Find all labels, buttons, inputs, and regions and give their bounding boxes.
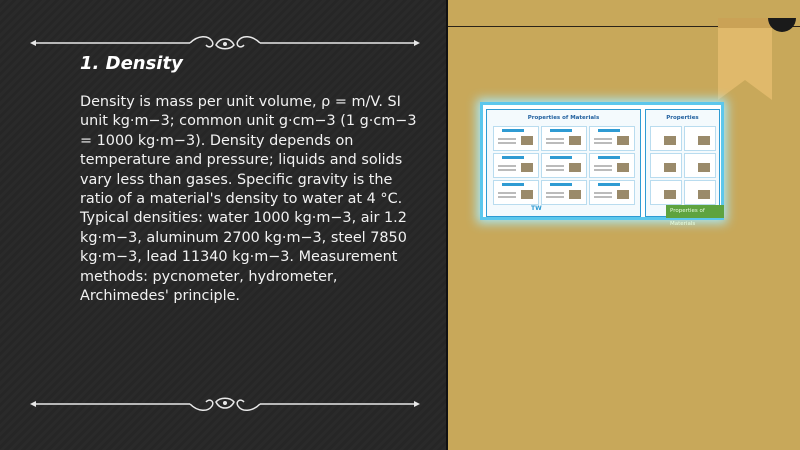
poster-page-2 <box>645 109 720 217</box>
poster-cell <box>589 153 635 178</box>
ribbon-bookmark-icon <box>718 18 772 100</box>
poster-cell <box>493 180 539 205</box>
poster-cell <box>541 126 587 151</box>
poster-cell <box>650 153 682 178</box>
ornament-divider-bottom-icon <box>30 392 420 412</box>
poster-cell <box>684 153 716 178</box>
poster-cell <box>493 153 539 178</box>
slide-body-text: Density is mass per unit volume, ρ = m/V. SI unit kg·m−3; common unit g·cm−3 (1 g·cm−3 = 1000 kg·m−3). Density depends on temperature and pressure; liquids and solids vary less than gases. Specific gravity is the ratio of a material's density to water at 4 °C. Typical densities: water 1000 kg·m−3, air 1.2 kg·m−3, aluminum 2700 kg·m−3, steel 7850 kg·m−3, lead 11340 kg·m−3. Measurement methods: pycnometer, hydrometer, Archimedes' principle. <box>80 94 417 305</box>
material-properties-poster-thumbnail <box>480 102 724 220</box>
poster-cell <box>684 126 716 151</box>
poster-badge: Properties of Materials <box>666 205 724 218</box>
poster-cell <box>493 126 539 151</box>
poster-cell <box>589 180 635 205</box>
poster-cell <box>541 180 587 205</box>
ornament-divider-top-icon <box>30 33 420 53</box>
poster-cell <box>650 180 682 205</box>
poster-cell <box>541 153 587 178</box>
poster-cell <box>684 180 716 205</box>
poster-page-1-title: Properties of Materials <box>527 115 600 121</box>
poster-cell <box>650 126 682 151</box>
poster-cell <box>589 126 635 151</box>
slide-heading: 1. Density <box>80 53 183 74</box>
poster-page-1 <box>486 109 641 217</box>
poster-page-2-title: Properties <box>666 115 699 121</box>
poster-logo: TW <box>531 205 542 212</box>
